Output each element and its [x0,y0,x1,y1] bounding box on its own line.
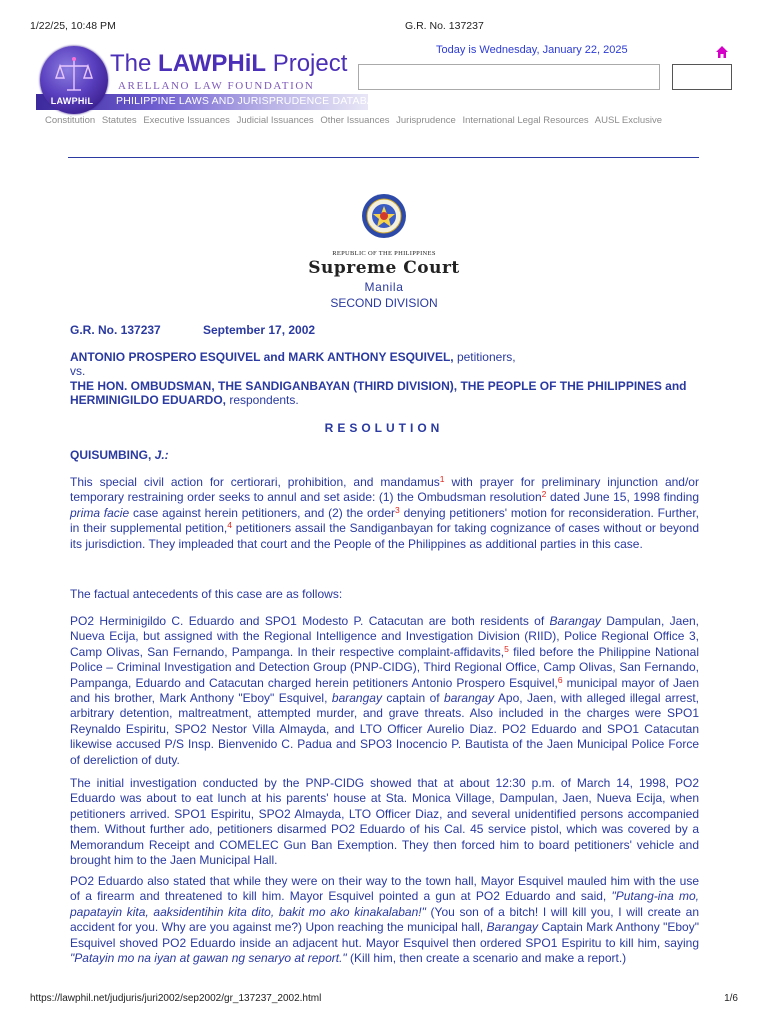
supreme-court-seal-icon [361,193,407,239]
text: case against herein petitioners, and (2) the order [129,505,396,520]
text: (Kill him, then create a scenario and make a report.) [346,951,627,966]
footnote-link-2[interactable]: 2 [541,489,547,500]
text: petitioners assail the Sandiganbayan for taking cognizance of cases without or beyond its jurisdiction. They impleaded that court and the People of the Philippines as additional parties in this case. [70,521,700,551]
italic-text: "Patayin mo na iyan at gawan ng senaryo at report." [70,951,347,966]
paragraph-2: The factual antecedents of this case are as follows: [70,587,343,601]
petitioners-role: petitioners, [453,350,516,364]
nav-statutes[interactable]: Statutes [101,115,137,126]
nav-judicial-issuances[interactable]: Judicial Issuances [236,115,314,126]
respondents-names: THE HON. OMBUDSMAN, THE SANDIGANBAYAN (THIRD DIVISION), THE PEOPLE OF THE PHILIPPINES and HERMINIGILDO EDUARDO, [70,379,687,407]
site-title[interactable] [110,50,347,78]
text: (You son of a bitch! I will kill you, I will create an accident for you. Why are you against me?) Upon reaching the municipal hall, [70,904,699,935]
print-datetime: 1/22/25, 10:48 PM [30,20,116,32]
gr-number: G.R. No. 137237 [70,323,161,337]
print-header [30,20,738,34]
today-date: Today is Wednesday, January 22, 2025 [436,44,628,56]
italic-text: barangay [444,691,495,706]
ponente [70,448,169,462]
italic-text: barangay [331,691,382,706]
text: with prayer for preliminary injunction and/or temporary restraining order seeks to annul and set aside: (1) the Ombudsman resolution [70,475,699,505]
paragraph-4: The initial investigation conducted by the PNP-CIDG showed that at about 12:30 p.m. of March 14, 1998, PO2 Eduardo was about to eat lunch at his parents' house at Sta. Monica Village, Dampulan, Jaen, Nueva Ecija, when petitioners arrived. SPO1 Espiritu, SPO2 Almayda, LTO Officer Diaz, and several unidentified persons accompanied them. Without further ado, petitioners disarmed PO2 Eduardo of his Cal. 45 service pistol, which was covered by a Memorandum Receipt and COMELEC Gun Ban Exemption. They then forced him to board petitioners' vehicle and brought him to the Jaen Municipal Hall. [70,776,699,868]
case-date: September 17, 2002 [203,323,316,337]
footnote-link-6[interactable]: 6 [557,674,563,685]
text: dated June 15, 1998 finding [546,490,699,505]
text: captain of [381,691,445,706]
divider [68,157,699,158]
main-nav [45,115,745,126]
nav-executive-issuances[interactable]: Executive Issuances [143,115,230,126]
ponente-name: QUISUMBING, [70,448,155,462]
court-division: SECOND DIVISION [330,296,438,310]
text: PO2 Herminigildo C. Eduardo and SPO1 Modesto P. Catacutan are both residents of [70,614,550,628]
footnote-link-3[interactable]: 3 [395,504,400,515]
text: filed before the Philippine National Police – Criminal Investigation and Detection Group (PNP-CIDG), Third Regional Office, Camp Olivas, San Fernando, Pampanga, Eduardo and Catacutan charged herein petitioners Antonio Prospero Esquivel, [70,644,699,690]
title-brand: LAWPHiL [158,50,267,77]
site-tagline: PHILIPPINE LAWS AND JURISPRUDENCE DATABANK [116,95,390,107]
petitioners-names: ANTONIO PROSPERO ESQUIVEL and MARK ANTHONY ESQUIVEL, [70,350,454,364]
text: municipal mayor of Jaen and his brother, Mark Anthony "Eboy" Esquivel, [70,675,699,706]
italic-text: prima facie [70,505,130,520]
logo-label: LAWPHiL [50,96,94,106]
print-url: https://lawphil.net/judjuris/juri2002/sep2002/gr_137237_2002.html [30,993,322,1004]
text: denying petitioners' motion for reconsideration. Further, in their supplemental petition, [70,505,700,536]
respondents [70,379,702,407]
versus: vs. [70,364,86,378]
italic-text: Barangay [486,920,539,935]
ponente-title: J.: [154,448,169,462]
footnote-link-5[interactable]: 5 [504,643,509,654]
nav-jurisprudence[interactable]: Jurisprudence [396,115,456,126]
print-page-number: 1/6 [724,993,738,1004]
nav-international-legal-resources[interactable]: International Legal Resources [462,115,589,126]
italic-text: Barangay [549,614,601,628]
title-prefix: The [110,50,159,77]
document-type: RESOLUTION [324,421,444,435]
site-subtitle: ARELLANO LAW FOUNDATION [118,80,315,92]
paragraph-1 [70,475,699,552]
search-button[interactable] [672,64,732,90]
text: This special civil action for certiorari, prohibition, and mandamus [70,475,440,489]
italic-text: "Putang-ina mo, papatayin kita, aaksidentihin kita dito, bakit mo ako kinakalaban!" [70,889,699,919]
search-input[interactable] [358,64,660,90]
print-footer [30,993,738,1007]
court-name: Supreme Court [308,258,460,278]
republic-label: REPUBLIC OF THE PHILIPPINES [332,250,436,257]
paragraph-5 [70,874,699,966]
print-title: G.R. No. 137237 [405,20,484,32]
nav-constitution[interactable]: Constitution [45,115,96,126]
petitioners [70,350,702,364]
title-suffix: Project [266,50,348,77]
text: Dampulan, Jaen, Nueva Ecija, but assigned with the Regional Intelligence and Investigation Division (RIID), Police Regional Office 3, Camp Olivas, San Fernando, Pampanga. In their respective complaint-affidavits, [70,614,700,659]
text: Captain Mark Anthony "Eboy" Esquivel shoved PO2 Eduardo inside an adjacent hut. Mayor Esquivel then ordered SPO1 Espiritu to kill him, saying [70,920,699,950]
text: Apo, Jaen, with alleged illegal arrest, arbitrary detention, maltreatment, attempted murder, and grave threats. Also included in the charges were SPO1 Reynaldo Espiritu, SPO2 Nestor Villa Almayda, and LTO Officer Aurelio Diaz. PO2 Eduardo and SPO1 Catacutan likewise accused P/S Insp. Bienvenido C. Padua and SPO3 Inocencio P. Bautista of the Jaen Municipal Police Force of dereliction of duty. [70,691,699,767]
text: PO2 Eduardo also stated that while they were on their way to the town hall, Mayor Esquivel mauled him with the use of a firearm and threatened to kill him. Mayor Esquivel pointed a gun at PO2 Eduardo and said, [70,874,699,904]
nav-ausl-exclusive[interactable]: AUSL Exclusive [594,115,663,126]
case-number-line [70,323,315,337]
court-city: Manila [364,280,404,294]
paragraph-3 [70,614,699,768]
home-icon[interactable] [714,44,730,60]
footnote-link-4[interactable]: 4 [227,520,233,531]
respondents-role: respondents. [226,393,299,407]
footnote-link-1[interactable]: 1 [439,474,445,484]
nav-other-issuances[interactable]: Other Issuances [320,115,390,126]
